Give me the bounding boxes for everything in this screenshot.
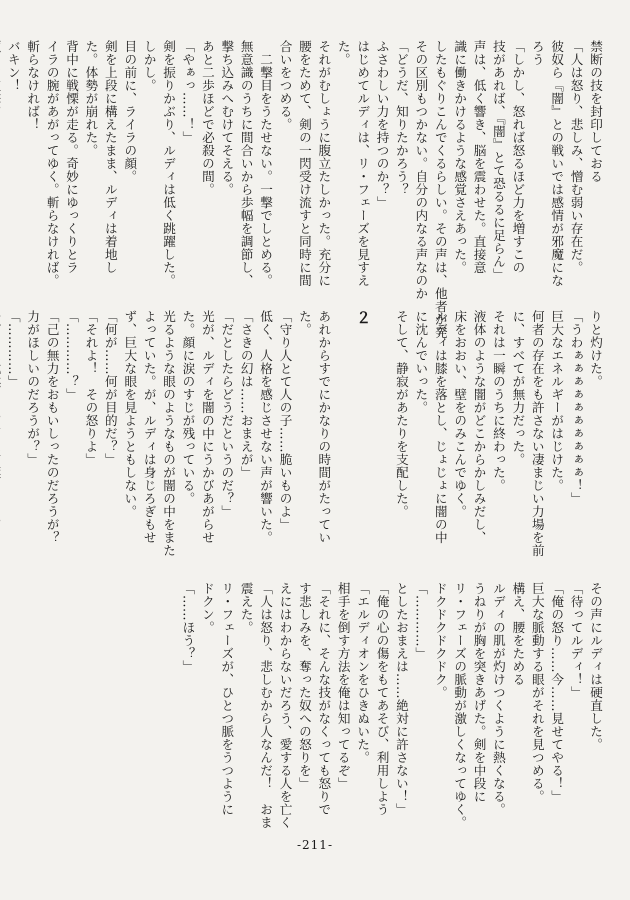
text-column: ルディは膝を落とし、じょじょに闇の中 <box>432 310 448 544</box>
text-column: 「だとしたらどうだというのだ？」 <box>219 310 235 518</box>
text-column: 識に働きかけるような感覚さえあった。 <box>452 40 468 274</box>
text-column: 「それに、そんな技がなくっても怒りで <box>316 582 332 816</box>
text-column: はじめてルディは、リ・フェーズを見すえ <box>355 40 371 287</box>
text-column: イラの腕があがってゆく。斬らなければ。 <box>44 40 60 287</box>
text-column: 光が、ルディを闇の中にうかびあがらせ <box>199 310 215 544</box>
text-column: 「…………」 <box>413 582 429 660</box>
text-column: 「うわぁぁぁぁぁぁぁぁぁぁ！」 <box>568 310 584 505</box>
text-column: リ・フェーズの脈動が激しくなってゆく。 <box>452 582 468 829</box>
text-column: 禁断の技を封印しておる <box>588 40 603 183</box>
text-column: 光るような眼のようなものが闇の中をまた <box>161 310 177 557</box>
text-column: したもぐりこんでくるらしい。その声は、他者が発 <box>432 40 448 339</box>
text-column: そして、静寂があたりを支配した。 <box>393 310 409 518</box>
text-column: 震えた。 <box>238 582 254 634</box>
text-column: 「待ってルディ！」 <box>568 582 584 699</box>
text-column: 撃ち込みへむけてそえる。 <box>219 40 235 196</box>
text-column: た。 <box>296 310 312 336</box>
text-column: 目の前に、ライラの顔。 <box>122 40 138 183</box>
text-column: 構え、腰をためる <box>510 582 526 686</box>
text-column: す悲しみを、奪った奴への怒りを」 <box>296 582 312 790</box>
text-column: それは一瞬のうちに終わった。 <box>490 310 506 492</box>
text-column: 床をおおい、壁をのみこんでゆく。 <box>452 310 468 518</box>
text-column: ドクン。 <box>199 582 215 634</box>
text-column: 巨大な脈動する眼がそれを見つめる。 <box>529 582 545 803</box>
text-column: よっていた。が、ルディは身じろぎもせ <box>141 310 157 544</box>
text-column: うねりが胸を突きあげた。剣を中段に <box>471 582 487 803</box>
text-column: 剣を上段に構えたまま、ルディは着地し <box>102 40 118 274</box>
text-column: 「己の無力をおもいしったのだろうが？ <box>44 310 60 544</box>
text-column: ルディの肌が灼けつくように熱くなる。 <box>490 582 506 816</box>
text-column: 二撃目をうたせない。一撃でしとめる。 <box>258 40 274 287</box>
text-column: 「……ほう？」 <box>180 582 196 673</box>
text-column: ドクドクドクドク。 <box>432 582 448 699</box>
text-column: 背中に戦慄が走る。奇妙にゆっくりとラ <box>64 40 80 274</box>
text-column: 腰をためて、剣の一閃受け流すと同時に間 <box>296 40 312 287</box>
text-column: その声にルディは硬直した。 <box>588 582 603 751</box>
text-column: 「守り人とて人の子……脆いものよ」 <box>277 310 293 531</box>
text-column: 「何が……何が目的だ？」 <box>102 310 118 466</box>
text-column: 巨大なエネルギーがはじけた。 <box>549 310 565 492</box>
text-column <box>333 310 352 560</box>
text-column: 「さきの幻は……おまえが」 <box>238 310 254 479</box>
text-column: 彼奴ら『闇』との戦いでは感情が邪魔にな <box>549 40 565 287</box>
text-column: 合いをつめる。 <box>277 40 293 131</box>
text-column: 「しかし、怒れば怒るほど力を増すこの <box>510 40 526 274</box>
text-column <box>0 40 3 288</box>
text-column: 技があれば、『闇』とて恐るるに足らん」 <box>490 40 506 281</box>
text-column: 相手を倒す方法を俺は知ってるぞ」 <box>335 582 351 790</box>
text-column: 剣を振りかぶり、ルディは低く跳躍した。 <box>161 40 177 287</box>
text-tier-middle <box>5 310 605 560</box>
text-column: バキン！ <box>5 40 21 92</box>
text-column: しかし。 <box>141 40 157 92</box>
text-tier-top <box>5 40 605 339</box>
text-column: 「それよ！ その怒りよ」 <box>83 310 99 466</box>
text-column: た。 <box>335 40 351 66</box>
text-column <box>0 310 3 560</box>
text-column: 無意識のうちに間合いから歩幅を調節し、 <box>238 40 254 287</box>
text-column: 何者の存在をも許さない凄まじい力場を前 <box>529 310 545 557</box>
text-column: た。顔に涙のすじが残っている。 <box>180 310 196 505</box>
text-column: りと灼けた。 <box>588 310 603 388</box>
text-column: あと二歩ほどで必殺の間。 <box>199 40 215 196</box>
text-column: 「やぁっ……！」 <box>180 40 196 144</box>
text-tier-bottom <box>45 582 605 832</box>
text-column: えにはわからないだろう、愛する人を亡く <box>277 582 293 829</box>
text-column: 「俺の怒り……今……見せてやる！」 <box>549 582 565 803</box>
text-column: ず、巨大な眼を見ようともしない。 <box>122 310 138 518</box>
text-column: た。体勢が崩れた。 <box>83 40 99 157</box>
text-column: それがむしょうに腹立たしかった。充分に <box>316 40 332 287</box>
text-column: 液体のような闇がどこからかしみだし、 <box>471 310 487 544</box>
page-number: -211- <box>296 838 333 852</box>
text-column: ろう <box>529 40 545 66</box>
text-column: 「人は怒り、悲しむから人なんだ！ おま <box>258 582 274 829</box>
text-column: あれからすでにかなりの時間がたってい <box>316 310 332 544</box>
text-column: 「…………」 <box>5 310 21 388</box>
text-column: その区別もつかない。自分の内なる声なのか <box>413 40 429 300</box>
text-column <box>372 310 391 560</box>
text-column: に、すべてが無力だった。 <box>510 310 526 466</box>
text-column: としたおまえは……絶対に許さない！」 <box>393 582 409 816</box>
text-column: 力がほしいのだろうが？」 <box>25 310 41 466</box>
text-column: 「どうだ、知りたかろう？ <box>393 40 409 196</box>
text-column: 「人は怒り、悲しみ、憎む弱い存在だ。 <box>568 40 584 274</box>
text-column: ふさわしい力を持つのか？」 <box>374 40 390 209</box>
text-column: 斬らなければ！ <box>25 40 41 131</box>
text-column: 声は、低く響き、脳を震わせた。直接意 <box>471 40 487 274</box>
text-column: に沈んでいった。 <box>413 310 429 414</box>
text-column: リ・フェーズが、ひとつ脈をうつように <box>219 582 235 816</box>
text-column: 「エルディオンをひきぬいた。 <box>355 582 371 764</box>
text-column: 「俺の心の傷をもてあそび、利用しよう <box>374 582 390 816</box>
text-column: ２ <box>354 310 373 326</box>
text-column: 低く、人格を感じさせない声が響いた。 <box>258 310 274 544</box>
text-column: 「…………？」 <box>64 310 80 401</box>
